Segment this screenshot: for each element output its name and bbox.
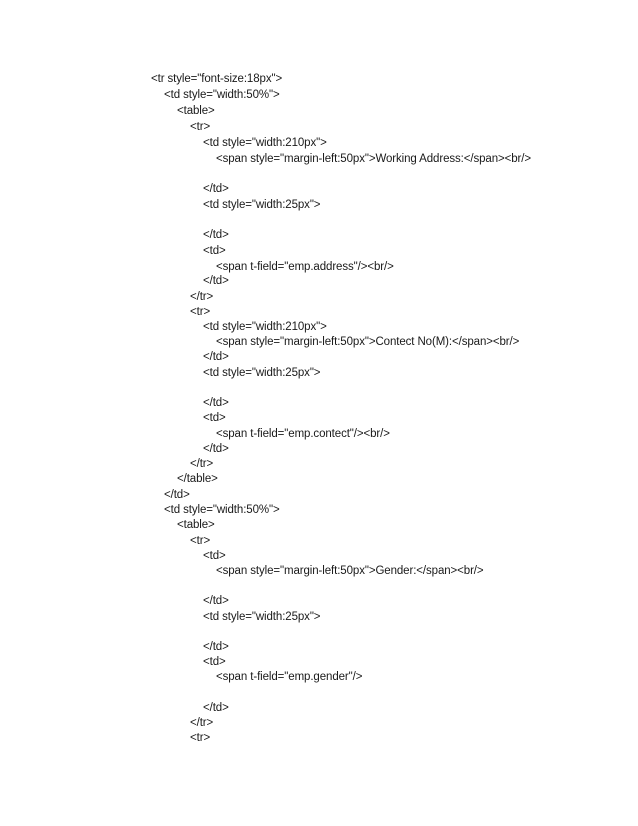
code-line: <td style="width:210px"> [203, 321, 327, 333]
code-line: </td> [203, 275, 229, 287]
code-line: <td> [203, 656, 226, 668]
code-line: </td> [203, 443, 229, 455]
code-line: <span style="margin-left:50px">Gender:</span><br/> [216, 565, 484, 577]
code-line: </td> [203, 183, 229, 195]
code-line: <td> [203, 412, 226, 424]
code-line: </tr> [190, 458, 214, 470]
code-line: <tr> [190, 306, 211, 318]
code-line: </td> [203, 595, 229, 607]
code-line: <td style="width:50%"> [164, 504, 280, 516]
code-line: </tr> [190, 291, 214, 303]
code-line: <span t-field="emp.gender"/> [216, 671, 363, 683]
code-line: <td style="width:25px"> [203, 199, 321, 211]
code-line: <td> [203, 245, 226, 257]
code-line: <td style="width:50%"> [164, 89, 280, 101]
code-line: </tr> [190, 717, 214, 729]
code-line: <table> [177, 105, 215, 117]
code-line: </td> [203, 641, 229, 653]
code-line: </td> [203, 702, 229, 714]
code-line: <span t-field="emp.contect"/><br/> [216, 428, 390, 440]
code-line: <span t-field="emp.address"/><br/> [216, 261, 394, 273]
code-line: </td> [203, 397, 229, 409]
code-line: <td> [203, 550, 226, 562]
code-line: <td style="width:210px"> [203, 137, 327, 149]
code-line: </td> [164, 489, 190, 501]
code-line: <table> [177, 519, 215, 531]
code-line: <td style="width:25px"> [203, 367, 321, 379]
code-line: <tr style="font-size:18px"> [151, 73, 283, 85]
code-line: </td> [203, 351, 229, 363]
code-line: <span style="margin-left:50px">Contect No(M):</span><br/> [216, 336, 520, 348]
code-line: <tr> [190, 732, 211, 744]
code-line: <tr> [190, 121, 211, 133]
code-line: <td style="width:25px"> [203, 611, 321, 623]
code-line: </table> [177, 473, 218, 485]
code-line: <tr> [190, 535, 211, 547]
code-line: <span style="margin-left:50px">Working Address:</span><br/> [216, 153, 531, 165]
code-line: </td> [203, 229, 229, 241]
